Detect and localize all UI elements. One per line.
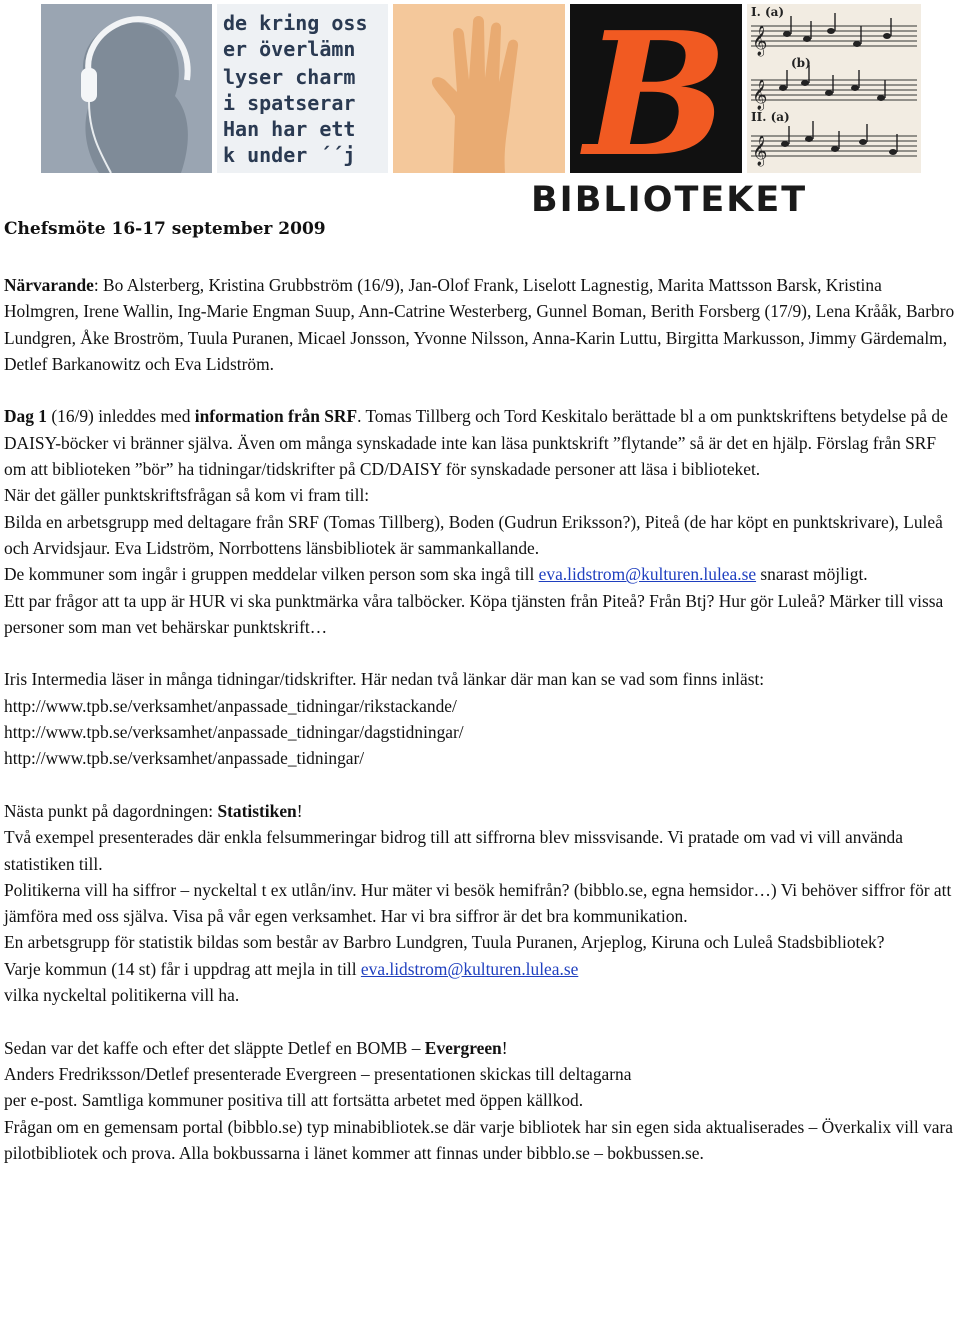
svg-text:𝄞: 𝄞 bbox=[752, 136, 768, 166]
svg-text:𝄞: 𝄞 bbox=[752, 26, 768, 56]
evergreen-paragraph: per e-post. Samtliga kommuner positiva till att fortsätta arbetet med öppen källkod. bbox=[4, 1090, 584, 1111]
coffee-end: ! bbox=[501, 1037, 508, 1058]
portal-paragraph: Frågan om en gemensam portal (bibblo.se) typ minabibliotek.se där varje bibliotek har sin egen sida aktualiserades – Överkalix vill vara pilotbibliotek och prova. Alla bokbussarna i länet kommer att finnas under bibblo.se – bokbussen.se. bbox=[4, 1116, 953, 1163]
email-link[interactable]: eva.lidstrom@kulturen.lulea.se bbox=[538, 564, 757, 585]
next-item-end: ! bbox=[296, 800, 303, 821]
attendees-paragraph bbox=[4, 272, 960, 377]
braille-group-paragraph: Bilda en arbetsgrupp med deltagare från SRF (Tomas Tillberg), Boden (Gudrun Eriksson?), Piteå (de har köpt en punktskrivare), Luleå och Arvidsjaur. Eva Lidström, Norrbottens länsbibliotek är sammankallande. bbox=[4, 511, 943, 558]
municipalities-paragraph bbox=[4, 561, 960, 587]
music-label: (b) bbox=[791, 56, 811, 70]
hand-icon bbox=[393, 4, 565, 173]
brand-letter: B bbox=[584, 4, 728, 173]
banner-text-line: Han har ett bbox=[223, 117, 356, 141]
banner-text-line: i spatserar bbox=[223, 91, 356, 115]
statistics-mail-paragraph bbox=[4, 956, 960, 1009]
spacer bbox=[4, 1008, 960, 1034]
municipalities-text-end: snarast möjligt. bbox=[756, 564, 868, 585]
statistics-paragraph: Två exempel presenterades där enkla felsummeringar bidrog till att siffrorna blev missvisande. Vi pratade om vad vi vill använda statistiken till. bbox=[4, 827, 903, 874]
day1-paragraph bbox=[4, 403, 960, 482]
coffee-text: Sedan var det kaffe och efter det släppte Detlef en BOMB – bbox=[4, 1037, 425, 1058]
banner-tile-headphones bbox=[41, 4, 212, 173]
coffee-topic: Evergreen bbox=[424, 1037, 502, 1058]
coffee-paragraph bbox=[4, 1035, 960, 1061]
spacer bbox=[4, 640, 960, 666]
next-item-paragraph bbox=[4, 798, 960, 824]
day1-text: . Tomas Tillberg och Tord Keskitalo berättade bl a om punktskriftens betydelse på de DAISY-böcker vi bränner själva. Även om många synskadade inte kan läsa punktskrift ”flytande” så är det en hjälp. Förslag från SRF om att biblioteken ”bör” ha tidningar/tidskrifter på CD/DAISY för synskadade personer att läsa i biblioteket. bbox=[4, 406, 948, 480]
document-body bbox=[4, 272, 960, 1166]
statistics-mail-text-end: vilka nyckeltal politikerna vill ha. bbox=[4, 985, 240, 1006]
next-item-topic: Statistiken bbox=[217, 800, 297, 821]
day1-topic: information från SRF bbox=[194, 406, 358, 427]
sheet-music-icon bbox=[747, 4, 921, 173]
questions-paragraph: Ett par frågor att ta upp är HUR vi ska punktmärka våra talböcker. Köpa tjänsten från Piteå? Från Btj? Hur gör Luleå? Märker till vissa personer som man vet behärskar punktskrift… bbox=[4, 590, 944, 637]
attendees-label: Närvarande bbox=[4, 275, 94, 295]
headphones-person-icon bbox=[41, 4, 212, 173]
banner-tile-text bbox=[217, 4, 388, 173]
statistics-paragraph: En arbetsgrupp för statistik bildas som består av Barbro Lundgren, Tuula Puranen, Arjeplog, Kiruna och Luleå Stadsbibliotek? bbox=[4, 932, 885, 953]
banner-tile-hand bbox=[393, 4, 565, 173]
brand-logo-icon bbox=[570, 4, 742, 173]
tpb-link[interactable]: http://www.tpb.se/verksamhet/anpassade_tidningar/dagstidningar/ bbox=[4, 722, 464, 743]
statistics-mail-text: Varje kommun (14 st) får i uppdrag att mejla in till bbox=[4, 958, 361, 979]
music-label: II. (a) bbox=[751, 110, 790, 124]
next-item-text: Nästa punkt på dagordningen: bbox=[4, 800, 218, 821]
banner-text-line: k under ´´j bbox=[223, 143, 356, 167]
music-label: I. (a) bbox=[751, 5, 785, 19]
page-title: Chefsmöte 16-17 september 2009 bbox=[4, 219, 326, 239]
attendees-list: : Bo Alsterberg, Kristina Grubbström (16/9), Jan-Olof Frank, Liselott Lagnestig, Marita Mattsson Barsk, Kristina Holmgren, Irene Wallin, Ing-Marie Engman Suup, Ann-Catrine Westerberg, Gunnel Boman, Berith Forsberg (17/9), Lena Krååk, Barbro Lundgren, Åke Broström, Tuula Puranen, Micael Jonsson, Yvonne Nilsson, Anna-Karin Luttu, Birgitta Markusson, Jimmy Gärdemalm, Detlef Barkanowitz och Eva Lidström. bbox=[4, 275, 955, 374]
banner-text-line: lyser charm bbox=[223, 65, 356, 89]
header-banner bbox=[41, 0, 921, 175]
banner-text-line: de kring oss bbox=[223, 11, 368, 35]
email-link[interactable]: eva.lidstrom@kulturen.lulea.se bbox=[360, 958, 579, 979]
tpb-link[interactable]: http://www.tpb.se/verksamhet/anpassade_tidningar/rikstackande/ bbox=[4, 695, 457, 716]
spacer bbox=[4, 377, 960, 403]
braille-intro: När det gäller punktskriftsfrågan så kom vi fram till: bbox=[4, 485, 370, 506]
evergreen-paragraph: Anders Fredriksson/Detlef presenterade Evergreen – presentationen skickas till deltagarna bbox=[4, 1063, 632, 1084]
day1-intro: (16/9) inleddes med bbox=[47, 406, 195, 427]
tpb-link[interactable]: http://www.tpb.se/verksamhet/anpassade_tidningar/ bbox=[4, 748, 365, 769]
svg-text:𝄞: 𝄞 bbox=[752, 80, 768, 110]
banner-tile-sheet-music bbox=[747, 4, 921, 173]
iris-paragraph: Iris Intermedia läser in många tidningar/tidskrifter. Här nedan två länkar där man kan se vad som finns inläst: bbox=[4, 669, 765, 690]
brand-wordmark: BIBLIOTEKET bbox=[531, 180, 808, 220]
municipalities-text: De kommuner som ingår i gruppen meddelar vilken person som ska ingå till bbox=[4, 564, 539, 585]
day1-label: Dag 1 bbox=[4, 406, 47, 427]
spacer bbox=[4, 772, 960, 798]
banner-text-line: er överlämn bbox=[223, 37, 356, 61]
statistics-paragraph: Politikerna vill ha siffror – nyckeltal t ex utlån/inv. Hur mäter vi besök hemifrån? (bibblo.se, egna hemsidor…) Vi behöver siffror för att jämföra med oss själva. Visa på vår egen verksamhet. Har vi bra siffror är det bra kommunikation. bbox=[4, 879, 952, 927]
banner-tile-brand bbox=[570, 4, 742, 173]
